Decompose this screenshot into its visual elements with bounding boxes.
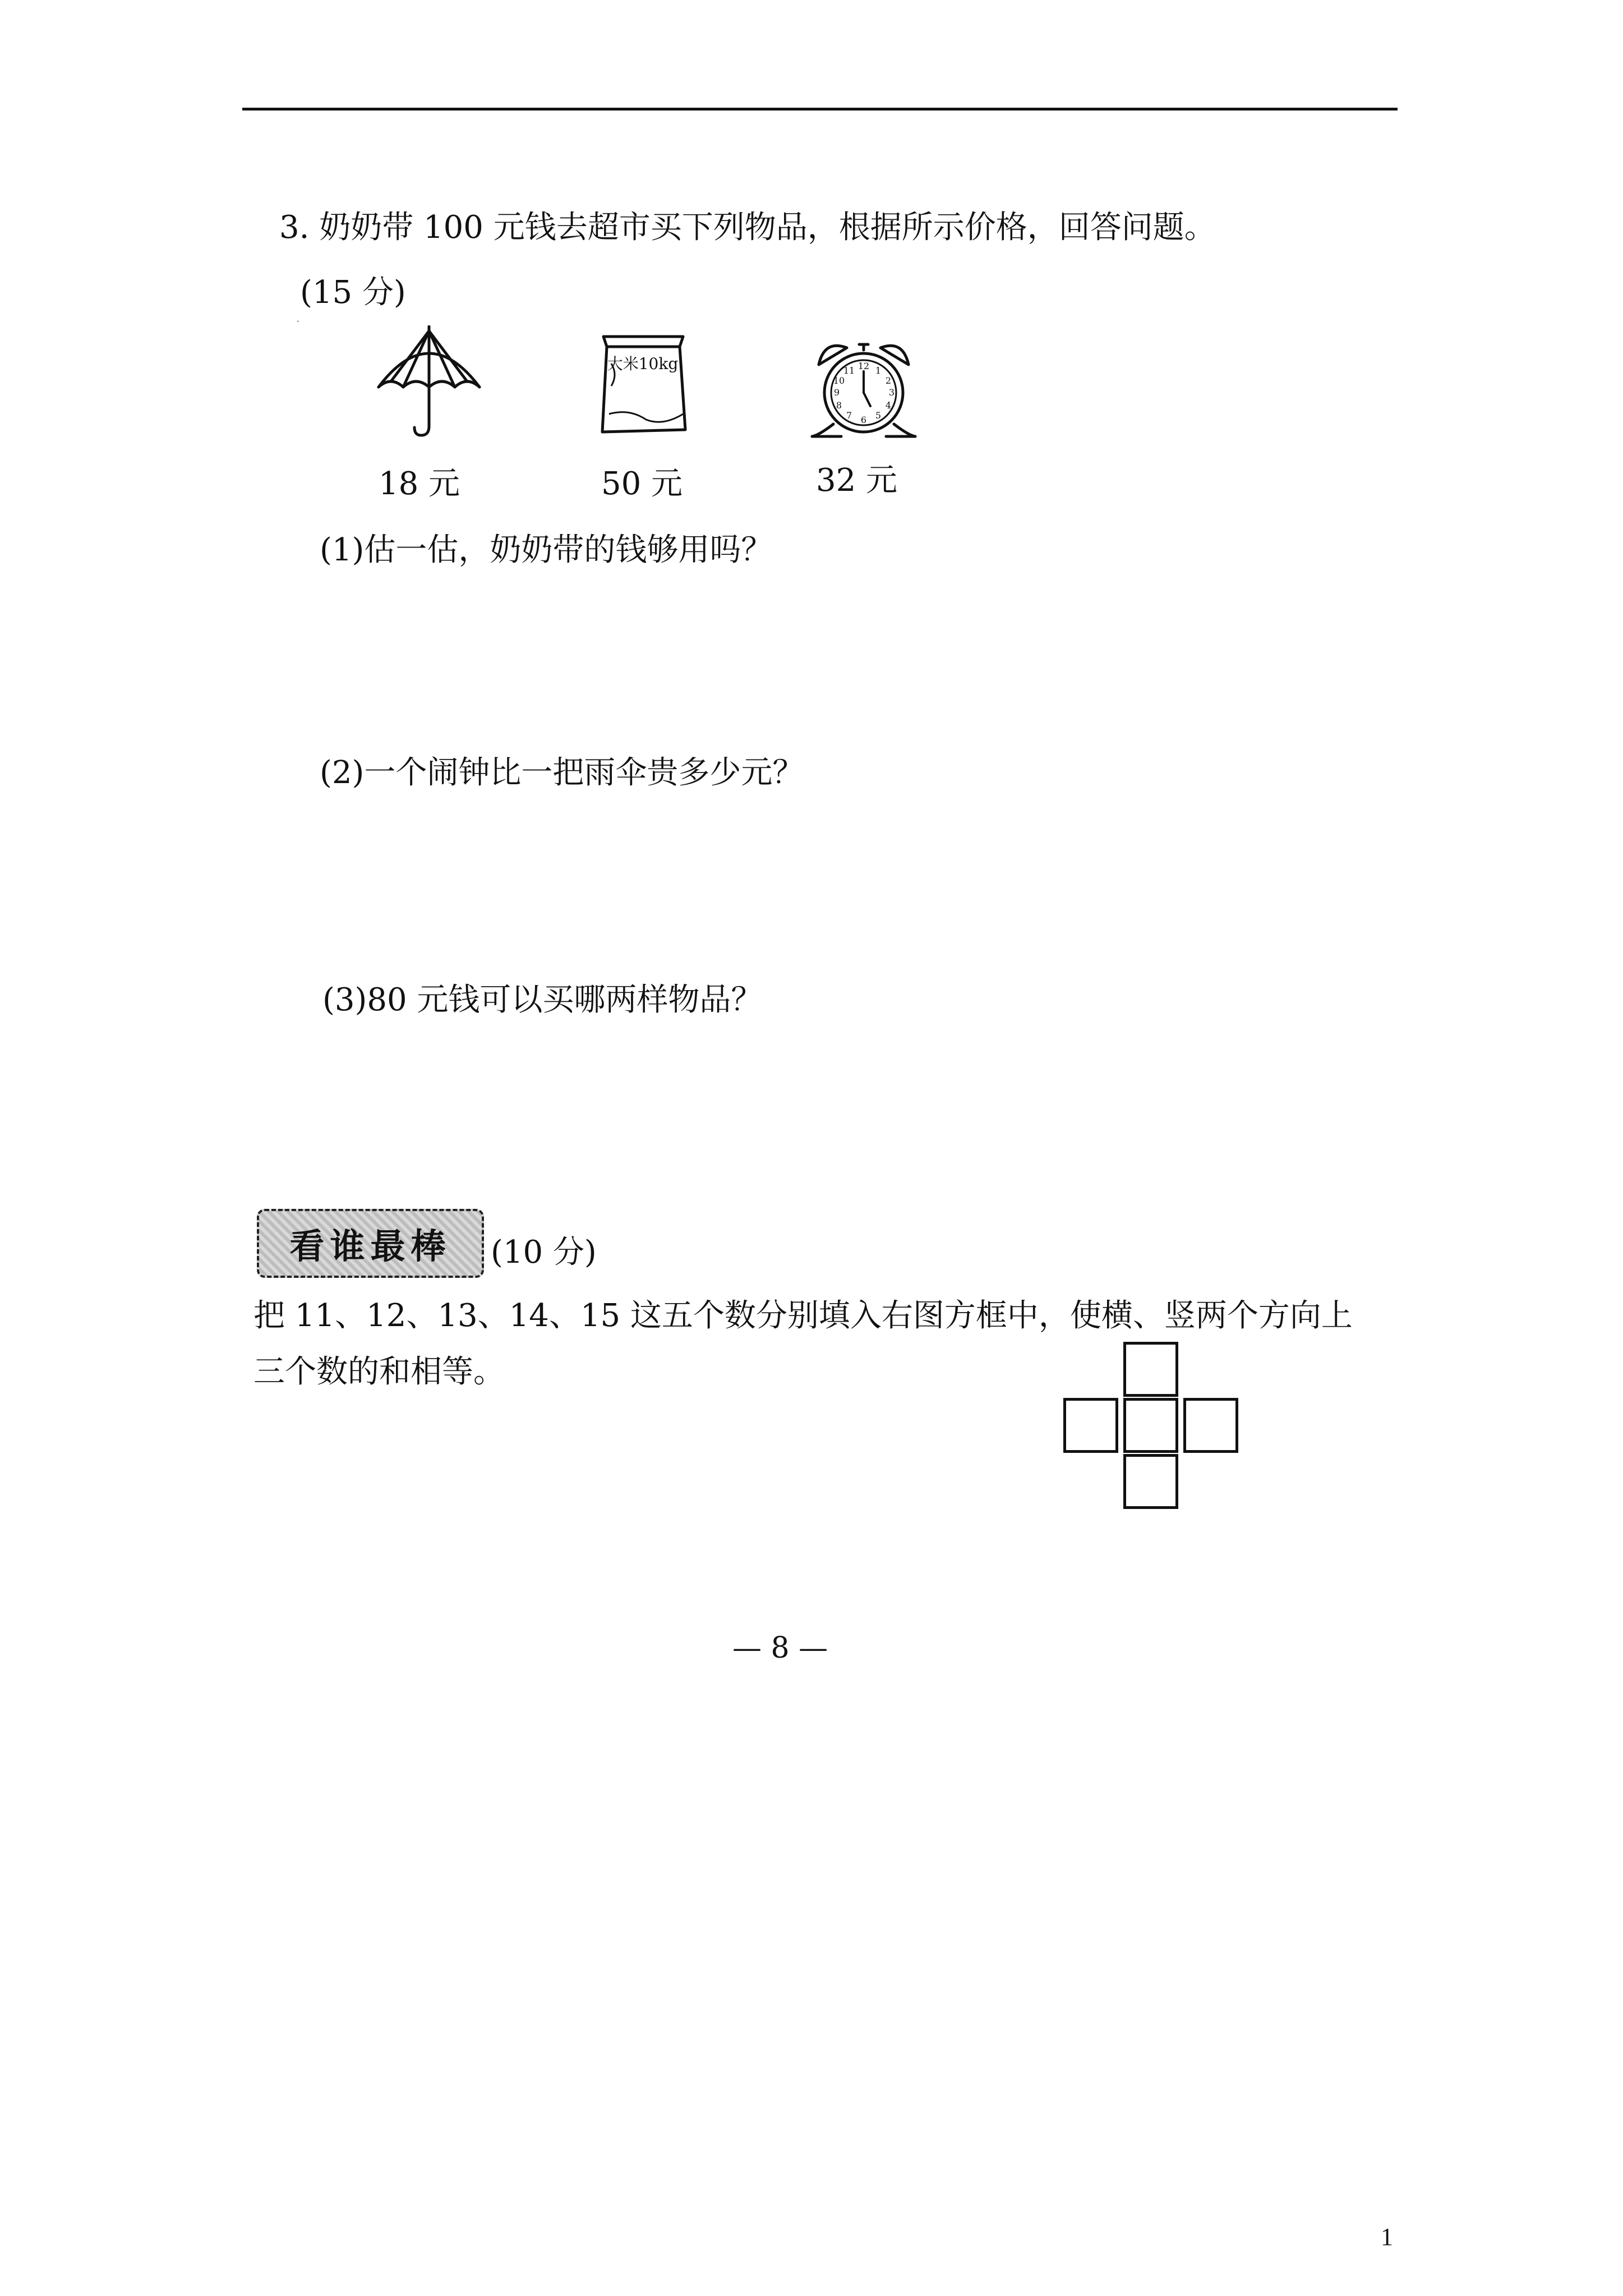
question-3-score: (15 分) — [300, 274, 406, 311]
svg-text:9: 9 — [833, 387, 840, 398]
price-clock: 32 元 — [816, 462, 898, 499]
question-3-part-2: (2)一个闹钟比一把雨伞贵多少元？ — [320, 754, 804, 791]
corner-number: 1 — [1381, 2223, 1393, 2251]
svg-text:2: 2 — [885, 375, 892, 386]
top-rule — [242, 108, 1398, 111]
challenge-text-line-1: 把 11、12、13、14、15 这五个数分别填入右图方框中，使横、竖两个方向上 — [253, 1297, 1353, 1334]
alarm-clock-item — [808, 337, 920, 443]
alarm-clock-icon — [808, 337, 920, 443]
svg-text:7: 7 — [846, 410, 852, 421]
svg-text:4: 4 — [885, 400, 892, 411]
svg-text:6: 6 — [860, 415, 867, 425]
question-3-text: 3. 奶奶带 100 元钱去超市买下列物品，根据所示价格，回答问题。 — [279, 209, 1216, 246]
price-rice: 50 元 — [601, 466, 683, 502]
rice-bag-label: 大米10kg — [607, 355, 679, 373]
svg-text:1: 1 — [875, 365, 882, 376]
grid-cell-left[interactable] — [1063, 1398, 1118, 1453]
question-3-part-3: (3)80 元钱可以买哪两样物品？ — [322, 982, 763, 1018]
umbrella-icon — [367, 325, 491, 443]
challenge-text-line-2: 三个数的和相等。 — [253, 1354, 505, 1390]
price-umbrella: 18 元 — [379, 466, 460, 502]
rice-bag-icon — [596, 330, 691, 439]
svg-text:8: 8 — [836, 400, 842, 411]
grid-cell-top[interactable] — [1123, 1342, 1178, 1397]
svg-text:11: 11 — [843, 365, 855, 376]
page-number: — 8 — — [732, 1631, 828, 1665]
section-badge-text: 看谁最棒 — [289, 1226, 451, 1267]
svg-text:3: 3 — [888, 387, 895, 398]
grid-cell-center[interactable] — [1123, 1398, 1178, 1453]
grid-cell-right[interactable] — [1183, 1398, 1238, 1453]
scan-mark: . — [296, 311, 300, 325]
umbrella-item — [367, 325, 491, 443]
rice-bag-item — [596, 330, 691, 439]
section-badge — [257, 1209, 484, 1278]
svg-text:10: 10 — [833, 375, 845, 386]
svg-text:12: 12 — [857, 361, 870, 371]
question-3-part-1: (1)估一估，奶奶带的钱够用吗？ — [320, 532, 773, 568]
grid-cell-bottom[interactable] — [1123, 1454, 1178, 1509]
challenge-score: (10 分) — [491, 1234, 597, 1271]
svg-text:5: 5 — [875, 410, 882, 421]
